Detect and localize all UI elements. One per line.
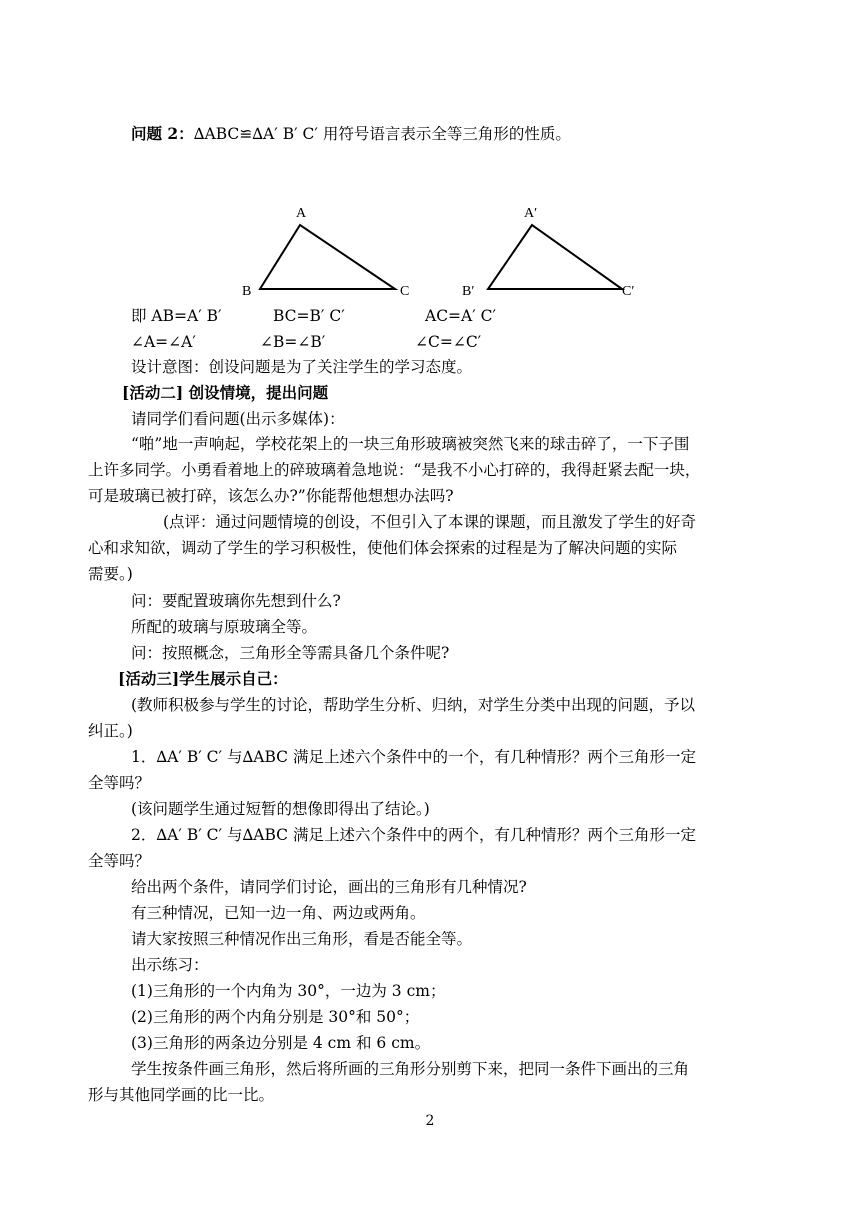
- give-conditions: 给出两个条件，请同学们讨论，画出的三角形有几种情况?: [131, 878, 527, 896]
- ask-2: 问：按照概念，三角形全等需具备几个条件呢?: [131, 644, 450, 662]
- question-2: [131, 122, 571, 144]
- exercise-1: (1)三角形的一个内角为 30°，一边为 3 cm；: [131, 982, 446, 1000]
- question-2-label: 问题 2：: [131, 124, 194, 143]
- equality-angle-a: ∠A=∠A′: [131, 333, 196, 351]
- label-a: A: [296, 206, 307, 221]
- equality-ac: AC=A′ C′: [425, 307, 497, 325]
- equality-ab: 即 AB=A′ B′: [131, 307, 222, 325]
- exercise-2: (2)三角形的两个内角分别是 30°和 50°；: [131, 1008, 420, 1026]
- congruent-triangles-figure: [230, 195, 650, 305]
- question-2-line-1: 2．∆A′ B′ C′ 与∆ABC 满足上述六个条件中的两个，有几种情形？两个三角形一定: [131, 826, 696, 844]
- question-1-line-2: 全等吗？: [88, 774, 151, 792]
- question-1-line-1: 1．∆A′ B′ C′ 与∆ABC 满足上述六个条件中的一个，有几种情形？两个三角形一定: [131, 748, 696, 766]
- question-2-text: ∆ABC≌∆A′ B′ C′ 用符号语言表示全等三角形的性质。: [193, 125, 571, 143]
- label-b-prime: B′: [462, 284, 475, 299]
- ask-1: 问：要配置玻璃你先想到什么?: [131, 592, 341, 610]
- label-b: B: [242, 284, 252, 299]
- story-line-3: 可是玻璃已被打碎，该怎么办?”你能帮他想想办法吗?: [88, 487, 454, 505]
- question-2-line-2: 全等吗？: [88, 852, 151, 870]
- activity-2-title: [活动二] 创设情境，提出问题: [122, 383, 329, 402]
- comment-line-1: (点评：通过问题情境的创设，不但引入了本课的课题，而且激发了学生的好奇: [163, 513, 697, 531]
- equality-angle-b: ∠B=∠B′: [260, 333, 326, 351]
- final-line-2: 形与其他同学画的比一比。: [88, 1086, 275, 1104]
- story-line-2: 上许多同学。小勇看着地上的碎玻璃着急地说：“是我不小心打碎的，我得赶紧去配一块，: [88, 461, 701, 479]
- exercise-heading: 出示练习：: [131, 956, 209, 974]
- page-number: 2: [425, 1113, 435, 1129]
- label-a-prime: A′: [524, 206, 538, 221]
- activity-3-title: [活动三]学生展示自己：: [118, 669, 288, 688]
- exercise-3: (3)三角形的两条边分别是 4 cm 和 6 cm。: [131, 1034, 431, 1052]
- teacher-line-1: (教师积极参与学生的讨论，帮助学生分析、归纳，对学生分类中出现的问题，予以: [131, 696, 696, 714]
- triangle-a1b1c1: [488, 225, 622, 289]
- story-line-1: “啪”地一声响起，学校花架上的一块三角形玻璃被突然飞来的球击碎了，一下子围: [131, 435, 690, 453]
- label-c: C: [400, 284, 410, 299]
- multimedia-line: 请同学们看问题(出示多媒体)：: [131, 410, 345, 428]
- final-line-1: 学生按条件画三角形，然后将所画的三角形分别剪下来，把同一条件下画出的三角: [131, 1060, 690, 1078]
- question-1-note: (该问题学生通过短暂的想像即得出了结论。): [131, 800, 430, 818]
- three-cases: 有三种情况，已知一边一角、两边或两角。: [131, 904, 426, 922]
- answer-1: 所配的玻璃与原玻璃全等。: [131, 618, 318, 636]
- comment-line-2: 心和求知欲，调动了学生的学习积极性，使他们体会探索的过程是为了解决问题的实际: [88, 539, 678, 557]
- draw-triangles: 请大家按照三种情况作出三角形，看是否能全等。: [131, 930, 473, 948]
- comment-line-3: 需要。): [88, 565, 133, 583]
- triangle-abc: [260, 225, 395, 289]
- label-c-prime: C′: [622, 284, 635, 299]
- equality-angle-c: ∠C=∠C′: [415, 333, 482, 351]
- design-intent: 设计意图：创设问题是为了关注学生的学习态度。: [131, 358, 473, 376]
- teacher-line-2: 纠正。): [88, 722, 133, 740]
- equality-bc: BC=B′ C′: [273, 307, 345, 325]
